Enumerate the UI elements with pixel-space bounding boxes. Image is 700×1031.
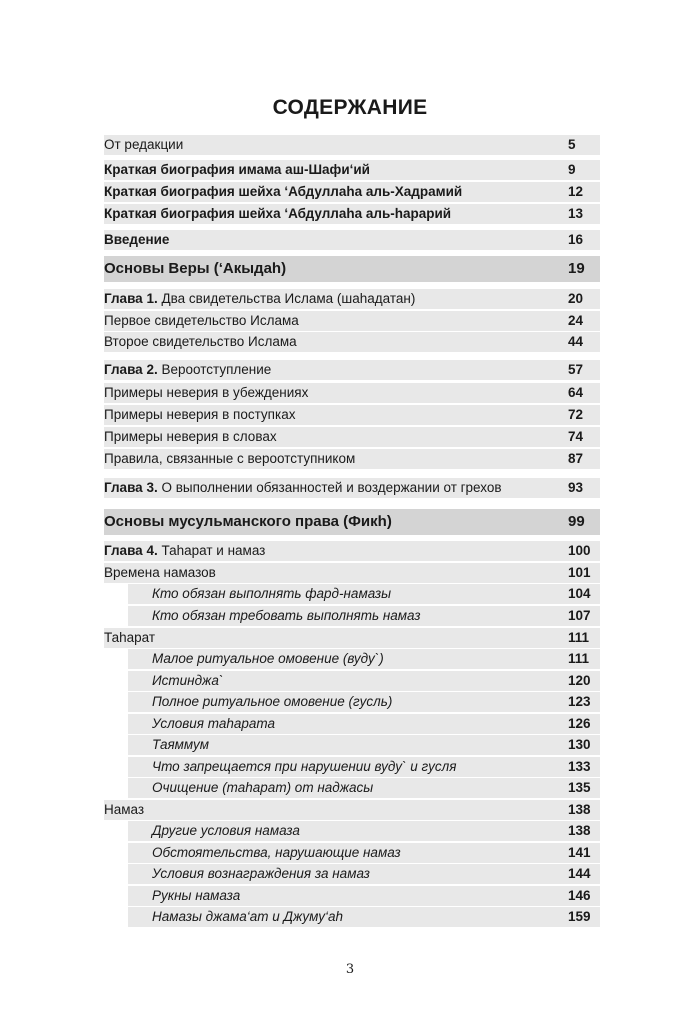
toc-entry-title: Другие условия намаза (152, 823, 300, 838)
toc-entry[interactable] (104, 160, 600, 180)
toc-subentry[interactable] (128, 907, 600, 927)
toc-entry-page: 111 (568, 630, 590, 645)
toc-entry-title: Условия таһарата (152, 716, 275, 731)
toc-entry-title: Кто обязан требовать выполнять намаз (152, 608, 421, 623)
toc-entry-title: Таяммум (152, 737, 210, 752)
toc-entry-page: 135 (568, 780, 591, 795)
toc-entry-page: 57 (568, 362, 584, 377)
toc-entry-page: 13 (568, 206, 584, 221)
toc-entry-page: 24 (568, 313, 584, 328)
toc-entry-page: 9 (568, 162, 576, 177)
toc-section[interactable] (104, 509, 600, 535)
toc-section[interactable] (104, 256, 600, 282)
toc-entry-page: 120 (568, 673, 591, 688)
toc-entry-page: 141 (568, 845, 591, 860)
toc-entry-title: Что запрещается при нарушении вуду` и гусля (152, 759, 457, 774)
toc-entry-title: Примеры неверия в словах (104, 429, 277, 444)
toc-entry-page: 133 (568, 759, 591, 774)
toc-entry[interactable] (104, 628, 600, 648)
toc-entry-title: Кто обязан выполнять фард-намазы (152, 586, 392, 601)
toc-entry-page: 100 (568, 543, 591, 558)
toc-entry-page: 16 (568, 232, 584, 247)
toc-entry-page: 123 (568, 694, 591, 709)
toc-section-title: Основы Веры (‘Акыдаһ) (104, 260, 287, 277)
toc-entry-page: 126 (568, 716, 591, 731)
toc-entry-page: 74 (568, 429, 584, 444)
toc-subentry[interactable] (128, 649, 600, 669)
toc-subentry[interactable] (128, 671, 600, 691)
toc-subentry[interactable] (128, 843, 600, 863)
toc-entry-title: Первое свидетельство Ислама (104, 313, 299, 328)
chapter-label: Глава 1. (104, 291, 158, 306)
toc-entry-page: 104 (568, 586, 591, 601)
toc-entry-page: 144 (568, 866, 591, 881)
toc-entry-page: 130 (568, 737, 591, 752)
toc-subentry[interactable] (128, 864, 600, 884)
chapter-title: Вероотступление (157, 362, 272, 377)
toc-entry[interactable] (104, 230, 600, 250)
toc-entry-title: Очищение (таһарат) от наджасы (152, 780, 374, 795)
toc-entry-page: 111 (568, 651, 590, 666)
chapter-label: Глава 3. (104, 480, 158, 495)
toc-entry[interactable] (104, 204, 600, 224)
toc-entry[interactable] (104, 563, 600, 583)
toc-subentry[interactable] (128, 778, 600, 798)
toc-entry-title: Малое ритуальное омовение (вуду`) (152, 651, 384, 666)
toc-entry-title: Примеры неверия в убеждениях (104, 385, 309, 400)
toc-entry-page: 93 (568, 480, 584, 495)
toc-entry-page: 146 (568, 888, 591, 903)
toc-entry-page: 159 (568, 909, 591, 924)
toc-entry-page: 99 (568, 513, 585, 530)
page-number: 3 (345, 962, 355, 977)
toc-entry-page: 64 (568, 385, 584, 400)
chapter-title: Два свидетельства Ислама (шаһадатан) (157, 291, 416, 306)
toc-entry[interactable] (104, 405, 600, 425)
toc-entry-title: Примеры неверия в поступках (104, 407, 296, 422)
toc-entry-title: Истинджа` (152, 673, 224, 688)
toc-subentry[interactable] (128, 735, 600, 755)
toc-subentry[interactable] (128, 584, 600, 604)
toc-entry-title: Намаз (104, 802, 145, 817)
toc-entry-title: Краткая биография имама аш-Шафи‘ий (104, 162, 370, 177)
toc-subentry[interactable] (128, 757, 600, 777)
toc-entry-title (104, 541, 265, 561)
toc-entry-title (104, 360, 271, 380)
toc-subentry[interactable] (128, 821, 600, 841)
toc-entry[interactable] (104, 800, 600, 820)
toc-entry-page: 19 (568, 260, 585, 277)
toc-entry-title: Краткая биография шейха ‘Абдуллаһа аль-һарарий (104, 206, 452, 221)
toc-chapter[interactable] (104, 478, 600, 498)
toc-entry-title: Краткая биография шейха ‘Абдуллаһа аль-Хадрамий (104, 184, 463, 199)
toc-entry-page: 101 (568, 565, 591, 580)
toc-section-title: Основы мусульманского права (Фикһ) (104, 513, 392, 530)
toc-entry-page: 20 (568, 291, 584, 306)
toc-subentry[interactable] (128, 606, 600, 626)
toc-subentry[interactable] (128, 692, 600, 712)
toc-chapter[interactable] (104, 541, 600, 561)
toc-entry-page: 5 (568, 137, 576, 152)
toc-entry-title: Условия вознаграждения за намаз (152, 866, 370, 881)
chapter-label: Глава 2. (104, 362, 158, 377)
toc-entry[interactable] (104, 135, 600, 155)
chapter-label: Глава 4. (104, 543, 158, 558)
toc-entry-title: Второе свидетельство Ислама (104, 334, 297, 349)
toc-entry-page: 138 (568, 802, 591, 817)
page-title: СОДЕРЖАНИЕ (272, 96, 428, 119)
toc-entry-page: 138 (568, 823, 591, 838)
toc-entry-title: Правила, связанные с вероотступником (104, 451, 356, 466)
chapter-title: Таһарат и намаз (157, 543, 266, 558)
toc-entry-page: 44 (568, 334, 584, 349)
toc-entry-page: 87 (568, 451, 584, 466)
toc-chapter[interactable] (104, 289, 600, 309)
toc-entry-title: Введение (104, 232, 170, 247)
toc-entry[interactable] (104, 332, 600, 352)
toc-entry-title: Таһарат (104, 630, 156, 645)
toc-chapter[interactable] (104, 360, 600, 380)
toc-entry[interactable] (104, 449, 600, 469)
toc-entry-title: Времена намазов (104, 565, 216, 580)
toc-subentry[interactable] (128, 714, 600, 734)
toc-entry[interactable] (104, 427, 600, 447)
toc-entry-page: 107 (568, 608, 591, 623)
toc-entry[interactable] (104, 182, 600, 202)
toc-entry[interactable] (104, 383, 600, 403)
toc-entry[interactable] (104, 311, 600, 331)
toc-entry-page: 72 (568, 407, 584, 422)
toc-entry-title: Рукны намаза (152, 888, 241, 903)
toc-entry-title: Обстоятельства, нарушающие намаз (152, 845, 401, 860)
toc-entry-title (104, 289, 415, 309)
chapter-title: О выполнении обязанностей и воздержании от грехов (157, 480, 502, 495)
toc-entry-page: 12 (568, 184, 584, 199)
toc-entry-title: От редакции (104, 137, 184, 152)
toc-entry-title (104, 478, 502, 498)
toc-entry-title: Полное ритуальное омовение (гусль) (152, 694, 393, 709)
toc-entry-title: Намазы джама‘ат и Джуму‘аһ (152, 909, 344, 924)
toc-subentry[interactable] (128, 886, 600, 906)
